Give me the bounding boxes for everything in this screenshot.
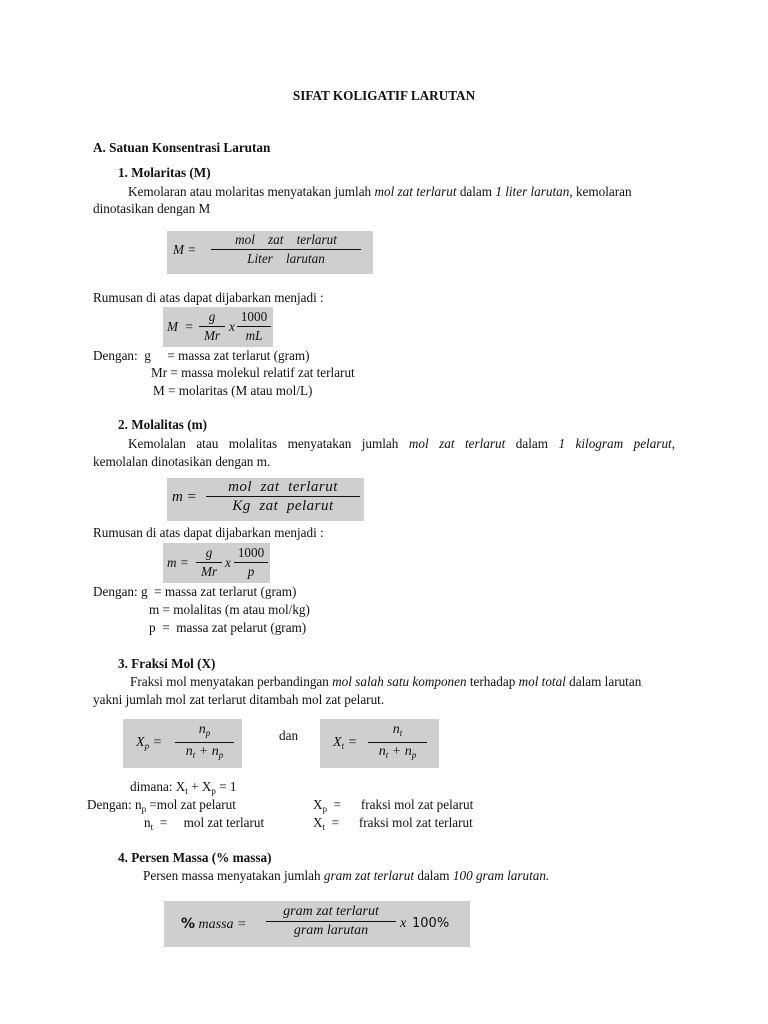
fraction-denominator: $n_t + n_p$ [378, 744, 417, 760]
fraction-denominator: $n_t + n_p$ [185, 744, 224, 760]
fraction-numerator: mol zat terlarut [235, 232, 337, 247]
formula-lhs: m = [172, 489, 197, 505]
fraction-numerator: $n_t$ [392, 722, 403, 738]
fraction-g-mr [199, 309, 225, 344]
persen-massa-heading: 4. Persen Massa (% massa) [118, 850, 272, 865]
definition-line: Dengan: g = massa zat terlarut (gram) [93, 584, 297, 599]
fraction-numerator: 1000 [240, 309, 268, 324]
dimana-line: dimana: $X_t + X_p = 1$ [130, 779, 237, 796]
molalitas-fraction [206, 479, 360, 514]
definition-line: $X_p$ = fraksi mol zat pelarut [313, 797, 474, 814]
fraction-denominator: mL [245, 328, 263, 343]
fraction-numerator: 1000 [237, 545, 265, 560]
molalitas-heading: 2. Molalitas (m) [118, 417, 207, 432]
molalitas-paragraph-line2: kemolalan dinotasikan dengan m. [93, 454, 271, 469]
fraksi-mol-heading: 3. Fraksi Mol (X) [118, 656, 216, 671]
xt-lhs: $X_t$ = [333, 735, 358, 751]
page-title: SIFAT KOLIGATIF LARUTAN [292, 88, 476, 103]
fraksi-paragraph-line1: Fraksi mol menyatakan perbandingan mol salah satu komponen terhadap mol total dalam larutan [130, 674, 642, 689]
molaritas-heading: 1. Molaritas (M) [118, 165, 211, 180]
fraction-1000-p [234, 545, 268, 580]
definition-line: Mr = massa molekul relatif zat terlarut [151, 365, 355, 380]
fraction-denominator: Kg zat pelarut [232, 498, 334, 514]
multiply-sign: x [400, 916, 407, 931]
molaritas-paragraph-line1: Kemolaran atau molaritas menyatakan jumlah mol zat terlarut dalam 1 liter larutan, kemolaran [128, 184, 632, 199]
hundred-percent: 100% [412, 916, 450, 931]
molaritas-paragraph-line2: dinotasikan dengan M [93, 201, 211, 216]
fraction-numerator: $n_p$ [198, 722, 211, 738]
rumusan-text: Rumusan di atas dapat dijabarkan menjadi : [93, 290, 324, 305]
fraction-denominator: gram larutan [293, 923, 369, 938]
definition-line: Dengan: g = massa zat terlarut (gram) [93, 348, 310, 363]
fraction-numerator: g [205, 545, 213, 560]
rumusan-text: Rumusan di atas dapat dijabarkan menjadi : [93, 525, 324, 540]
molalitas-paragraph-line1: Kemolalan atau molalitas menyatakan jumlah mol zat terlarut dalam 1 kilogram pelarut, [128, 436, 675, 451]
fraction-1000-ml [237, 309, 271, 344]
persen-paragraph: Persen massa menyatakan jumlah gram zat terlarut dalam 100 gram larutan. [143, 868, 550, 883]
xp-lhs: $X_p$ = [136, 735, 163, 751]
fraksi-paragraph-line2: yakni jumlah mol zat terlarut ditambah mol zat pelarut. [93, 692, 385, 707]
fraction-denominator: Liter larutan [247, 251, 325, 266]
definition-line: M = molaritas (M atau mol/L) [153, 383, 313, 398]
persen-lhs: % massa = [181, 916, 247, 932]
formula-lhs: M = [167, 319, 194, 334]
fraction-denominator: p [247, 564, 255, 579]
definition-line: $X_t$ = fraksi mol zat terlarut [313, 815, 473, 832]
formula-lhs: M = [173, 242, 197, 257]
fraction-denominator: Mr [200, 564, 218, 579]
persen-fraction [266, 904, 396, 939]
fraction-numerator: g [208, 309, 216, 324]
xp-fraction [175, 722, 234, 763]
formula-lhs: m = [167, 555, 189, 570]
definition-line: p = massa zat pelarut (gram) [149, 620, 307, 635]
xt-fraction [368, 722, 427, 763]
section-heading: A. Satuan Konsentrasi Larutan [93, 140, 271, 155]
fraction-denominator: Mr [203, 328, 221, 343]
fraction-numerator: mol zat terlarut [228, 479, 338, 495]
fraction-g-mr [196, 545, 222, 580]
definition-line: $n_t$ = mol zat terlarut [144, 815, 265, 832]
definition-line: Dengan: $n_p =mol$ zat pelarut [87, 797, 236, 814]
definition-line: m = molalitas (m atau mol/kg) [149, 602, 310, 617]
dan-text: dan [279, 728, 299, 743]
multiply-sign: x [225, 555, 231, 570]
fraction-numerator: gram zat terlarut [283, 904, 379, 919]
molaritas-fraction [211, 232, 361, 267]
multiply-sign: x [229, 319, 235, 334]
